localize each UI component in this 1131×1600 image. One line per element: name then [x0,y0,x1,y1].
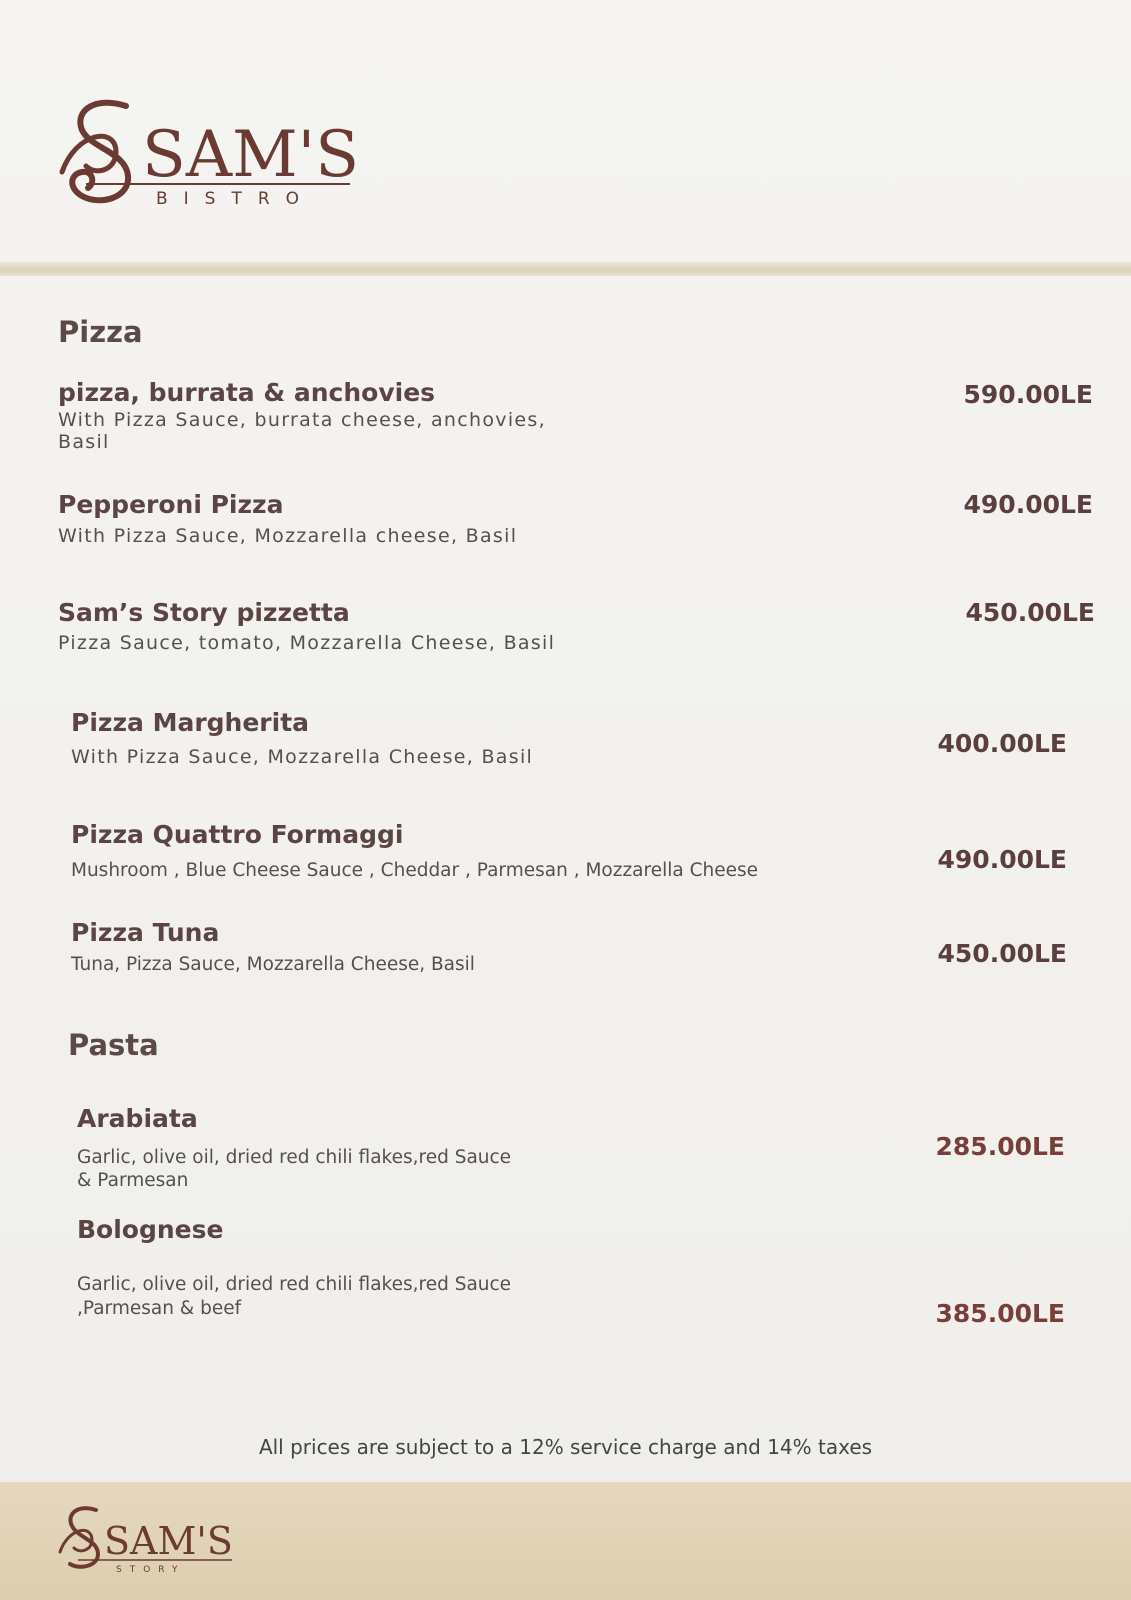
item-name: pizza, burrata & anchovies [58,378,436,407]
item-desc: ,Parmesan & beef [77,1298,242,1319]
item-price: 385.00LE [935,1299,1065,1328]
item-desc: Pizza Sauce, tomato, Mozzarella Cheese, Basil [58,632,556,654]
sams-story-logo [56,1500,236,1580]
item-price: 450.00LE [965,598,1095,627]
item-desc: Garlic, olive oil, dried red chili flakes,red Sauce [77,1147,512,1168]
item-name: Pepperoni Pizza [58,490,284,519]
item-name: Pizza Margherita [71,708,310,737]
header-divider [0,262,1131,276]
item-price: 285.00LE [935,1132,1065,1161]
item-name: Sam’s Story pizzetta [58,598,350,627]
section-title-pizza: Pizza [58,315,143,349]
item-desc: With Pizza Sauce, burrata cheese, anchovies, [58,409,546,431]
sams-bistro-logo [56,92,366,222]
logo-wordmark-small: SAM'S [104,1519,233,1563]
logo-subtitle: BISTRO [156,189,316,209]
item-desc: With Pizza Sauce, Mozzarella Cheese, Basil [71,746,534,768]
item-desc: Tuna, Pizza Sauce, Mozzarella Cheese, Basil [71,954,475,975]
logo-wordmark: SAM'S [142,118,360,192]
item-desc: Mushroom , Blue Cheese Sauce , Cheddar , Parmesan , Mozzarella Cheese [71,860,759,881]
service-charge-note: All prices are subject to a 12% service charge and 14% taxes [258,1435,873,1459]
item-price: 590.00LE [963,380,1093,409]
item-price: 400.00LE [937,729,1067,758]
logo-subtitle-small: STORY [116,1565,186,1575]
section-title-pasta: Pasta [68,1028,159,1062]
item-price: 490.00LE [937,845,1067,874]
item-desc: Garlic, olive oil, dried red chili flakes,red Sauce [77,1274,512,1295]
item-name: Arabiata [77,1104,198,1133]
item-name: Pizza Tuna [71,918,220,947]
item-desc: With Pizza Sauce, Mozzarella cheese, Basil [58,525,518,547]
item-price: 490.00LE [963,490,1093,519]
item-name: Pizza Quattro Formaggi [71,820,404,849]
item-name: Bolognese [77,1215,224,1244]
item-desc: Basil [58,431,110,453]
item-desc: & Parmesan [77,1170,189,1191]
item-price: 450.00LE [937,939,1067,968]
